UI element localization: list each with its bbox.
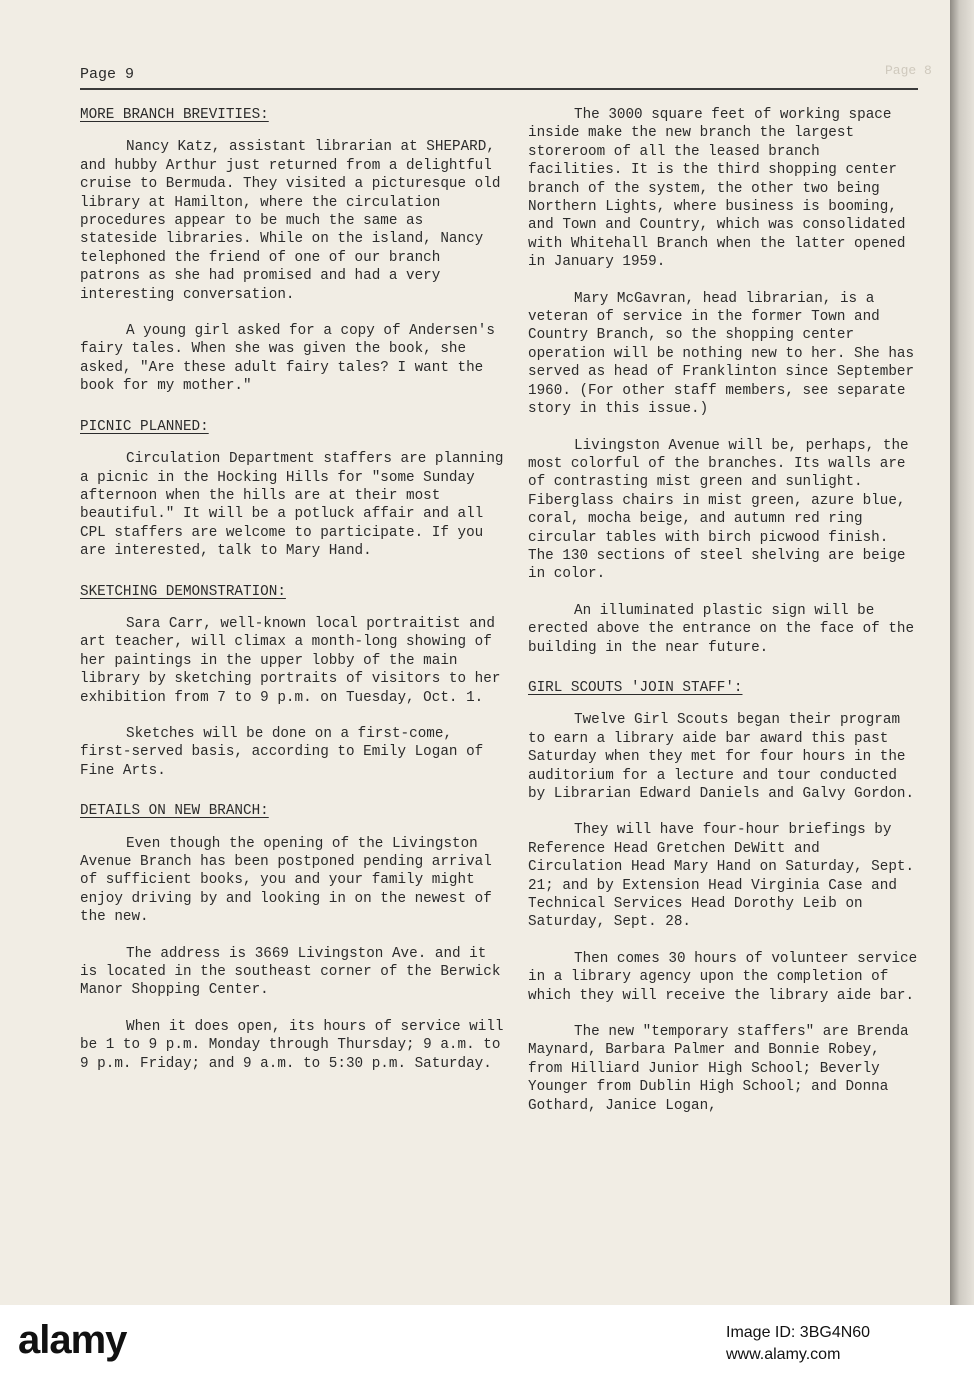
watermark-site: www.alamy.com bbox=[726, 1346, 841, 1363]
paragraph: Circulation Department staffers are planning a picnic in the Hocking Hills for "some Sunday afternoon when the hills are at their most beautiful." It will be a potluck affair and all CPL staffers are welcome to participate. If you are interested, talk to Mary Hand. bbox=[80, 451, 504, 560]
paragraph: Even though the opening of the Livingston Avenue Branch has been postponed pending arrival of sufficient books, you and your family might enjoy driving by and looking in on the newest of the new. bbox=[80, 835, 492, 926]
section-heading-girl-scouts: GIRL SCOUTS 'JOIN STAFF': bbox=[528, 679, 743, 696]
paragraph: When it does open, its hours of service will be 1 to 9 p.m. Monday through Thursday; 9 a.m. to 9 p.m. Friday; and 9 a.m. to 5:30 p.m. Saturday. bbox=[80, 1018, 504, 1072]
paragraph: They will have four-hour briefings by Reference Head Gretchen DeWitt and Circulation Head Mary Hand on Saturday, Sept. 21; and by Extension Head Virginia Case and Technical Services Head Dorothy Leib on Saturday, Sept. 28. bbox=[528, 822, 915, 931]
header-rule bbox=[80, 88, 918, 90]
page-number: Page 9 bbox=[80, 66, 135, 83]
paragraph: Mary McGavran, head librarian, is a veteran of service in the former Town and Country Branch, so the shopping center operation will be nothing new to her. She has served as head of Franklinton since September 1960. (For other staff members, see separate story in this issue.) bbox=[528, 290, 915, 418]
section-heading-new-branch: DETAILS ON NEW BRANCH: bbox=[80, 803, 269, 820]
left-column bbox=[80, 106, 505, 1091]
paragraph: Livingston Avenue will be, perhaps, the most colorful of the branches. Its walls are of contrasting mist green and sunlight. Fiberglass chairs in mist green, azure blue, coral, mocha beige, and autumn red ring circular tables with birch picwood finish. The 130 sections of steel shelving are beige in color. bbox=[528, 437, 909, 583]
right-column bbox=[528, 106, 920, 1133]
watermark-id bbox=[726, 1322, 870, 1366]
section-heading-picnic: PICNIC PLANNED: bbox=[80, 418, 209, 435]
paragraph: Sara Carr, well-known local portraitist and art teacher, will climax a month-long showing of her paintings in the upper lobby of the main library by sketching portraits of visitors to her exhibition from 7 to 9 p.m. on Tuesday, Oct. 1. bbox=[80, 615, 501, 706]
section-heading-sketching: SKETCHING DEMONSTRATION: bbox=[80, 583, 286, 600]
paragraph: Twelve Girl Scouts began their program to earn a library aide bar award this past Saturday when they met for four hours in the auditorium for a lecture and tour conducted by Librarian Edward Daniels and Galvy Gordon. bbox=[528, 712, 915, 802]
paragraph: An illuminated plastic sign will be erected above the entrance on the face of the building in the near future. bbox=[528, 602, 915, 656]
watermark-logo: alamy bbox=[18, 1318, 127, 1362]
paragraph: Then comes 30 hours of volunteer service in a library agency upon the completion of which they will receive the library aide bar. bbox=[528, 950, 918, 1004]
paragraph: Nancy Katz, assistant librarian at SHEPARD, and hubby Arthur just returned from a delightful cruise to Bermuda. They visited a picturesque old library at Hamilton, where the circulation procedures appear to be much the same as stateside libraries. While on the island, Nancy telephoned the friend of one of our branch patrons as she had promised and had a very interesting conversation. bbox=[80, 139, 501, 303]
watermark-image-id: Image ID: 3BG4N60 bbox=[726, 1324, 871, 1341]
paragraph: Sketches will be done on a first-come, first-served basis, according to Emily Logan of Fine Arts. bbox=[80, 725, 484, 779]
paragraph: The address is 3669 Livingston Ave. and it is located in the southeast corner of the Berwick Manor Shopping Center. bbox=[80, 945, 501, 999]
section-heading-branch-brevities: MORE BRANCH BREVITIES: bbox=[80, 107, 269, 123]
binding-spine bbox=[950, 0, 974, 1305]
paragraph: The new "temporary staffers" are Brenda Maynard, Barbara Palmer and Bonnie Robey, from Hilliard Junior High School; Beverly Younger from Dublin High School; and Donna Gothard, Janice Logan, bbox=[528, 1024, 909, 1114]
bleed-through-page-label: Page 8 bbox=[885, 63, 932, 78]
paragraph: A young girl asked for a copy of Andersen's fairy tales. When she was given the book, she asked, "Are these adult fairy tales? I want the book for my mother." bbox=[80, 323, 495, 395]
paragraph: The 3000 square feet of working space inside make the new branch the largest storeroom of all the leased branch facilities. It is the third shopping center branch of the system, the other two being Northern Lights, where business is booming, and Town and Country, which was consolidated with Whitehall Branch when the latter opened in January 1959. bbox=[528, 107, 906, 271]
